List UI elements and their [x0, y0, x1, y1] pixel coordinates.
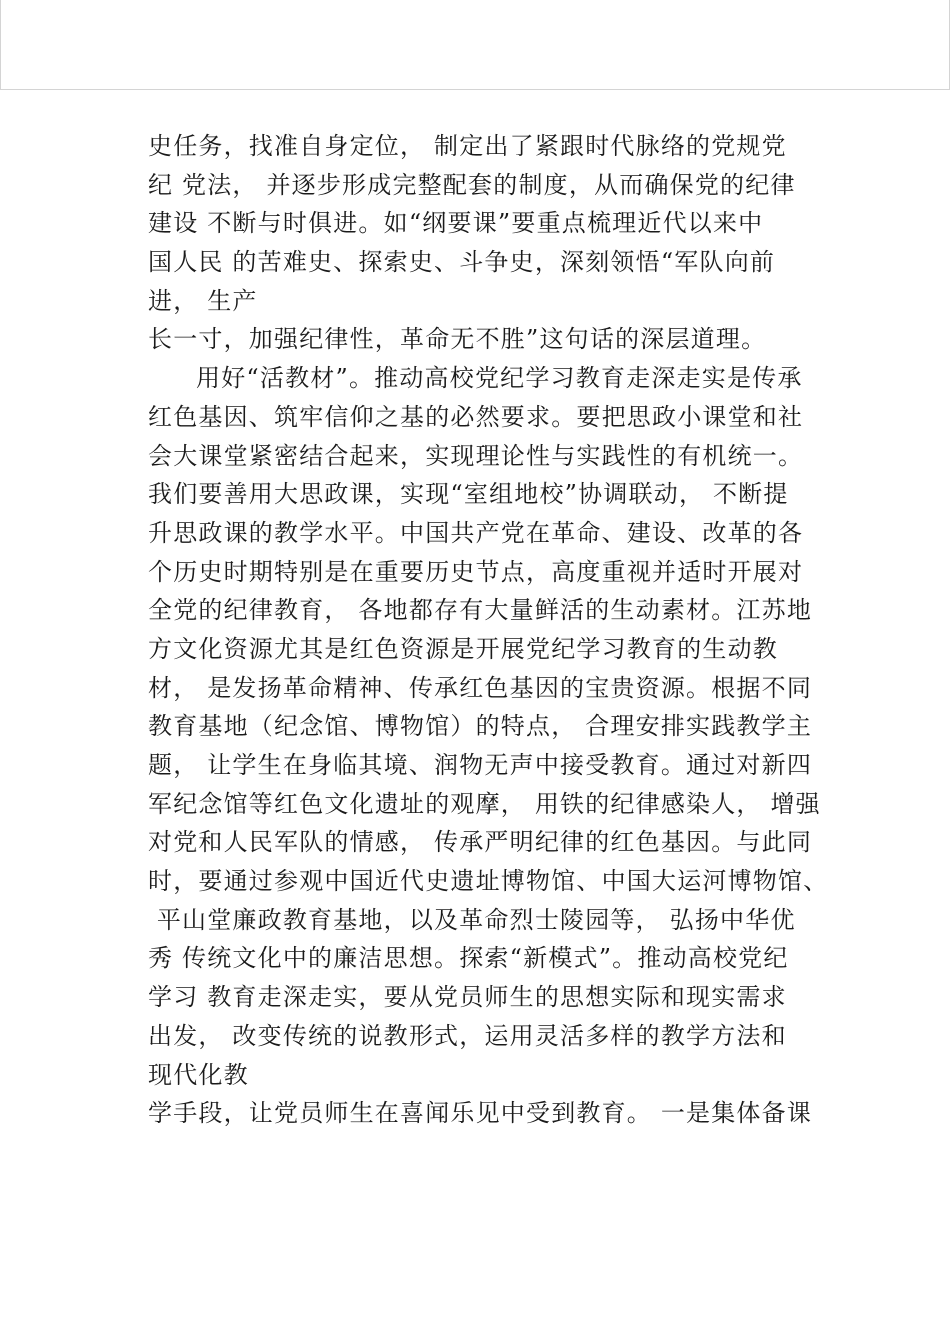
page-header-band [0, 0, 950, 90]
text-line: 史任务，找准自身定位， 制定出了紧跟时代脉络的党规党 [148, 132, 787, 160]
text-line: 升思政课的教学水平。中国共产党在革命、建设、改革的各 [148, 518, 804, 547]
text-line: 军纪念馆等红色文化遗址的观摩， 用铁的纪律感染人， 增强 [148, 789, 821, 818]
text-line: 会大课堂紧密结合起来，实现理论性与实践性的有机统一。 [148, 441, 804, 470]
document-body [148, 127, 848, 1133]
text-line: 现代化教 [148, 1060, 249, 1089]
text-line: 对党和人民军队的情感， 传承严明纪律的红色基因。与此同 [148, 828, 813, 857]
text-line: 全党的纪律教育， 各地都存有大量鲜活的生动素材。江苏地 [148, 596, 813, 625]
text-line: 长一寸，加强纪律性，革命无不胜”这句话的深层道理。 [148, 325, 767, 354]
text-line: 个历史时期特别是在重要历史节点，高度重视并适时开展对 [148, 557, 804, 586]
text-line: 方文化资源尤其是红色资源是开展党纪学习教育的生动教 [148, 634, 778, 663]
text-line: 我们要善用大思政课，实现“室组地校”协调联动， 不断提 [148, 480, 789, 509]
text-line: 材， 是发扬革命精神、传承红色基因的宝贵资源。根据不同 [148, 673, 813, 702]
text-line: 出发， 改变传统的说教形式，运用灵活多样的教学方法和 [148, 1021, 787, 1050]
text-line: 学手段，让党员师生在喜闻乐见中受到教育。 一是集体备课 [148, 1099, 813, 1128]
text-line: 进， 生产 [148, 286, 258, 315]
paragraph-start-line: 用好“活教材”。推动高校党纪学习教育走深走实是传承 [196, 364, 803, 393]
text-line: 教育基地（纪念馆、博物馆）的特点， 合理安排实践教学主 [148, 712, 813, 741]
text-line: 平山堂廉政教育基地，以及革命烈士陵园等， 弘扬中华优 [148, 905, 796, 934]
text-line: 纪 党法， 并逐步形成完整配套的制度，从而确保党的纪律 [148, 170, 796, 199]
text-line: 秀 传统文化中的廉洁思想。探索“新模式”。推动高校党纪 [148, 944, 789, 973]
text-line: 学习 教育走深走实，要从党员师生的思想实际和现实需求 [148, 983, 787, 1012]
text-line: 题， 让学生在身临其境、润物无声中接受教育。通过对新四 [148, 751, 813, 779]
text-line: 国人民 的苦难史、探索史、斗争史，深刻领悟“军队向前 [148, 248, 776, 277]
text-line: 建设 不断与时俱进。如“纲要课”要重点梳理近代以来中 [148, 209, 764, 238]
text-line: 红色基因、筑牢信仰之基的必然要求。要把思政小课堂和社 [148, 402, 804, 431]
text-line: 时，要通过参观中国近代史遗址博物馆、中国大运河博物馆、 [148, 867, 829, 896]
